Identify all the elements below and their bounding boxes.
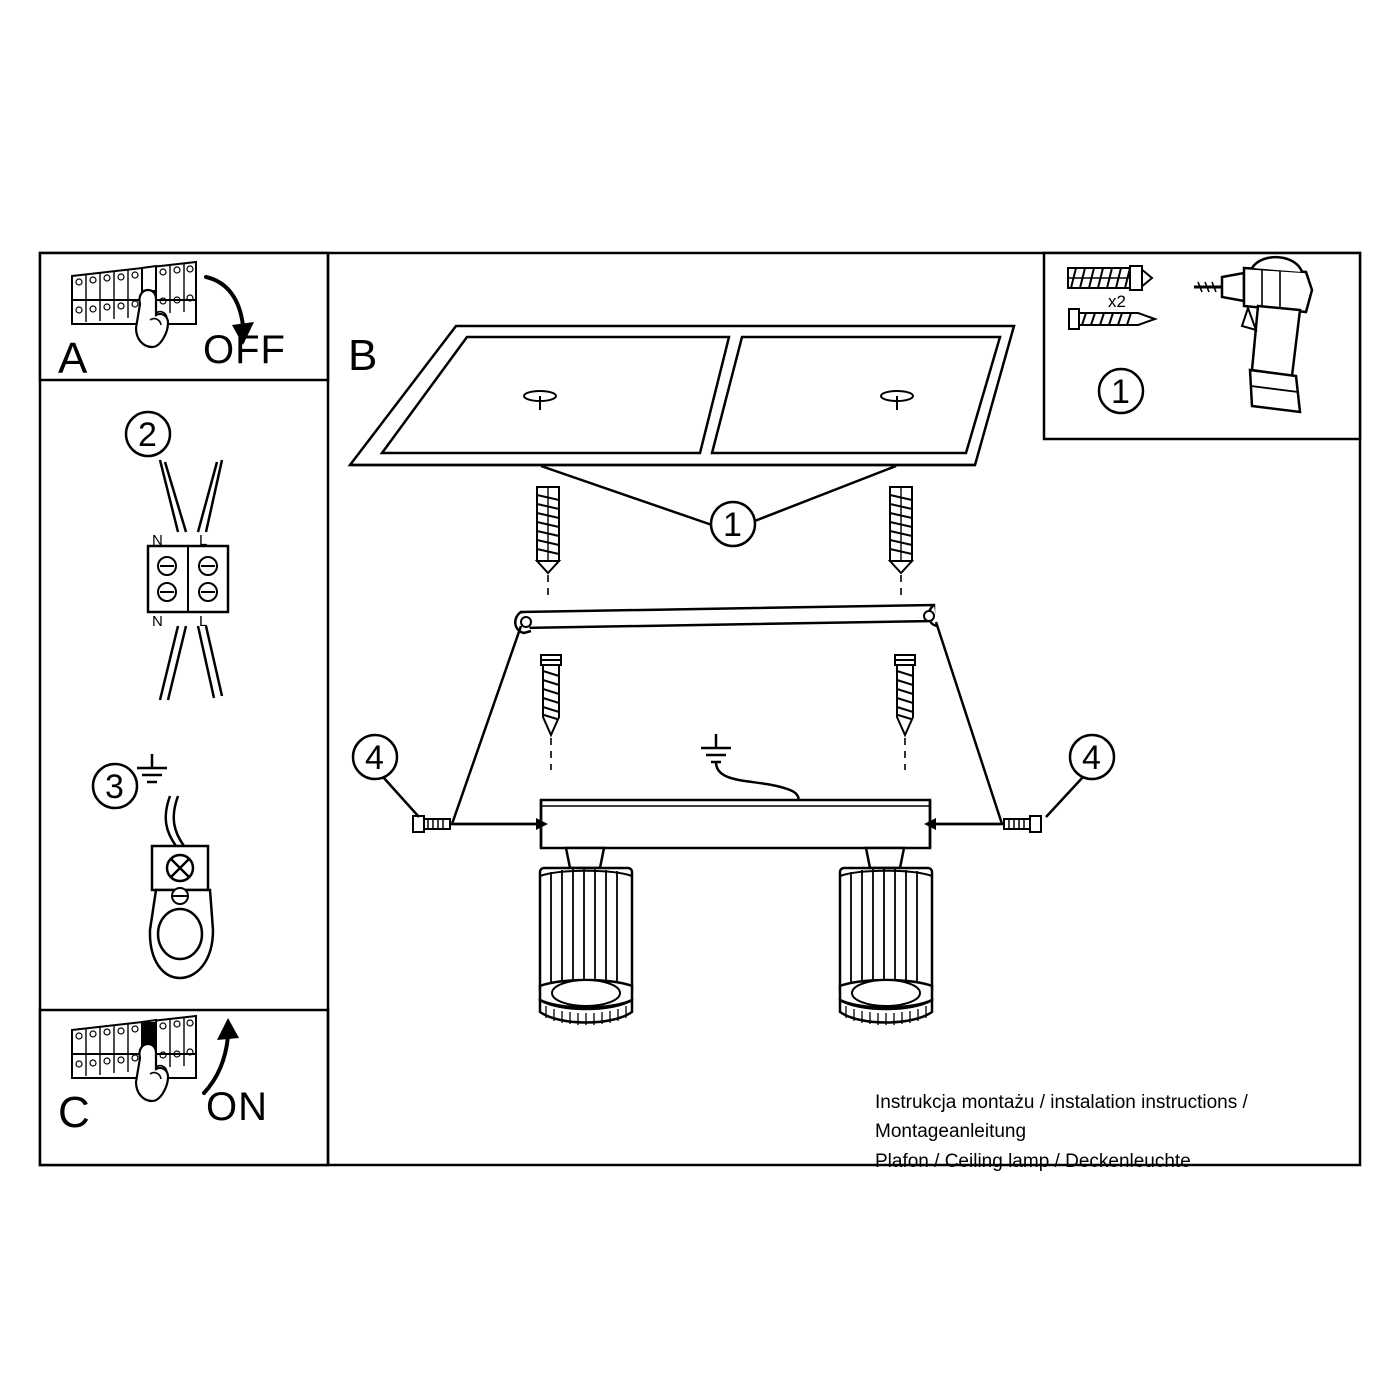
grub-screw-left xyxy=(413,816,548,832)
panel-a-state-label: OFF xyxy=(203,328,286,372)
panel-b-letter: B xyxy=(348,331,378,380)
step-1-label: 1 xyxy=(723,506,742,544)
spot-head-right xyxy=(840,848,932,1025)
step-3-label: 3 xyxy=(105,768,124,806)
kit-step-label: 1 xyxy=(1111,373,1130,411)
step-3-earth-terminal-icon xyxy=(150,796,213,978)
ceiling-slab xyxy=(350,326,1014,465)
wall-plug-left xyxy=(537,487,559,600)
lamp-earth-symbol xyxy=(701,734,798,806)
wall-plug-right xyxy=(890,487,912,600)
terminal-marking-top-right: L xyxy=(199,532,208,549)
caption-line-1: Instrukcja montażu / instalation instructions / Montageanleitung xyxy=(875,1092,1248,1143)
caption-line-2: Plafon / Ceiling lamp / Deckenleuchte xyxy=(875,1150,1191,1172)
step-2-connector-icon xyxy=(148,460,228,700)
panel-c-letter: C xyxy=(58,1088,90,1137)
step-2-label: 2 xyxy=(138,416,157,454)
mounting-screw-left xyxy=(541,655,561,770)
mounting-bracket xyxy=(515,605,937,633)
step-3-earth-symbol xyxy=(137,754,167,782)
mounting-screw-right xyxy=(895,655,915,770)
terminal-marking-top-left: N xyxy=(152,532,163,549)
step-4-right-label: 4 xyxy=(1082,739,1101,777)
panel-c-state-label: ON xyxy=(206,1085,268,1129)
step-4-left-label: 4 xyxy=(365,739,384,777)
spot-head-left xyxy=(540,848,632,1025)
step-4-circle-right xyxy=(1046,735,1114,817)
terminal-marking-bottom-left: N xyxy=(152,613,163,630)
panel-a-letter: A xyxy=(58,334,88,383)
caption-block xyxy=(875,1088,1355,1176)
alignment-guides xyxy=(452,622,1002,824)
step-4-circle-left xyxy=(353,735,419,817)
kit-wall-plug-icon xyxy=(1068,266,1152,290)
terminal-marking-bottom-right: L xyxy=(199,613,208,630)
lamp-base-bar xyxy=(541,800,930,848)
grub-screw-right xyxy=(924,816,1041,832)
kit-quantity-label: x2 xyxy=(1108,292,1126,311)
